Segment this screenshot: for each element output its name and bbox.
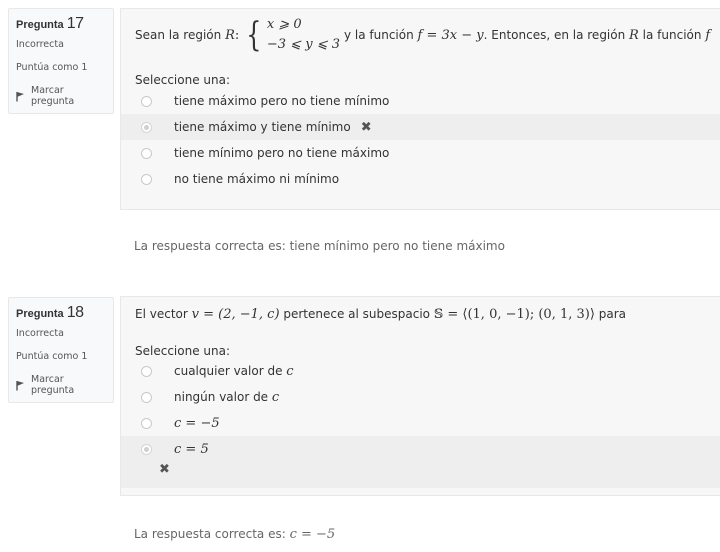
answer-label: c = −5 [174, 415, 220, 431]
question-state: Incorrecta [16, 39, 64, 50]
question-label: Pregunta [16, 19, 64, 31]
answer-option[interactable] [121, 140, 720, 166]
math-variable: c [286, 363, 294, 379]
question-text-part: Sean la región [135, 28, 222, 42]
question-info-17 [8, 8, 114, 114]
answer-label: tiene mínimo pero no tiene máximo [174, 146, 390, 160]
question-text [135, 297, 720, 331]
answer-option[interactable] [121, 88, 720, 114]
question-text-part: la función [642, 28, 702, 42]
math-subspace: 𝕊 = ⟨(1, 0, −1); (0, 1, 3)⟩ [433, 306, 595, 322]
feedback-value: tiene mínimo pero no tiene máximo [289, 239, 505, 253]
radio-button[interactable] [141, 418, 152, 429]
inequality-1: x ⩾ 0 [266, 17, 302, 32]
question-text-part: y la función [343, 28, 414, 42]
feedback-value: c = −5 [289, 527, 336, 542]
question-text-part: . Entonces, en la región [483, 28, 626, 42]
select-prompt: Seleccione una: [135, 73, 230, 87]
math-function: f = 3x − y [417, 27, 484, 43]
question-info-18 [8, 297, 114, 403]
question-number [16, 304, 106, 322]
incorrect-icon: ✖ [159, 462, 170, 477]
feedback-prefix: La respuesta correcta es: [134, 527, 286, 541]
question-text-part: pertenece al subespacio [283, 307, 431, 321]
answer-option[interactable] [121, 384, 720, 410]
radio-button[interactable] [141, 96, 152, 107]
flag-question-link[interactable] [16, 374, 106, 396]
flag-question-label: Marcar pregunta [31, 374, 75, 396]
flag-icon [16, 91, 25, 102]
answer-label: tiene máximo pero no tiene mínimo [174, 94, 390, 108]
question-grade: Puntúa como 1 [16, 62, 88, 73]
question-grade: Puntúa como 1 [16, 351, 88, 362]
correct-answer-feedback [134, 527, 335, 542]
question-text-part: para [598, 307, 627, 321]
incorrect-icon: ✖ [360, 119, 372, 135]
answer-option[interactable] [121, 410, 720, 436]
flag-question-link[interactable] [16, 85, 106, 107]
flag-icon [16, 380, 25, 391]
question-text-part: El vector [135, 307, 188, 321]
select-prompt: Seleccione una: [135, 344, 230, 358]
answer-label: no tiene máximo ni mínimo [174, 172, 340, 186]
math-variable: c [271, 389, 280, 405]
math-colon: : [234, 27, 240, 43]
question-text [135, 9, 720, 61]
math-region: R [629, 27, 639, 43]
math-function: f [705, 27, 711, 43]
radio-button[interactable] [141, 122, 152, 133]
answer-option-selected[interactable] [121, 436, 720, 488]
answer-option[interactable] [121, 166, 720, 192]
correct-answer-feedback [134, 239, 505, 253]
radio-button[interactable] [141, 174, 152, 185]
feedback-prefix: La respuesta correcta es: [134, 239, 286, 253]
question-number-value: 18 [66, 304, 84, 321]
question-state: Incorrecta [16, 328, 64, 339]
radio-button[interactable] [141, 148, 152, 159]
question-content-17 [120, 8, 720, 210]
question-content-18 [120, 296, 720, 496]
answer-label: cualquier valor de [174, 364, 283, 378]
answer-label: ningún valor de [174, 390, 269, 404]
inequality-2: −3 ⩽ y ⩽ 3 [266, 37, 340, 52]
answer-label: c = 5 [174, 442, 209, 457]
math-region: R [225, 27, 235, 43]
answer-option-selected[interactable] [121, 114, 720, 140]
question-number-value: 17 [66, 15, 84, 32]
radio-button[interactable] [141, 366, 152, 377]
flag-question-label: Marcar pregunta [31, 85, 75, 107]
math-vector: v = (2, −1, c) [191, 306, 280, 322]
question-number [16, 15, 106, 33]
answer-label: tiene máximo y tiene mínimo [174, 120, 351, 134]
answer-option[interactable] [121, 358, 720, 384]
radio-button[interactable] [141, 444, 152, 455]
inequality-system: { x ⩾ 0 −3 ⩽ y ⩽ 3 [246, 15, 340, 55]
question-label: Pregunta [16, 308, 64, 320]
radio-button[interactable] [141, 392, 152, 403]
